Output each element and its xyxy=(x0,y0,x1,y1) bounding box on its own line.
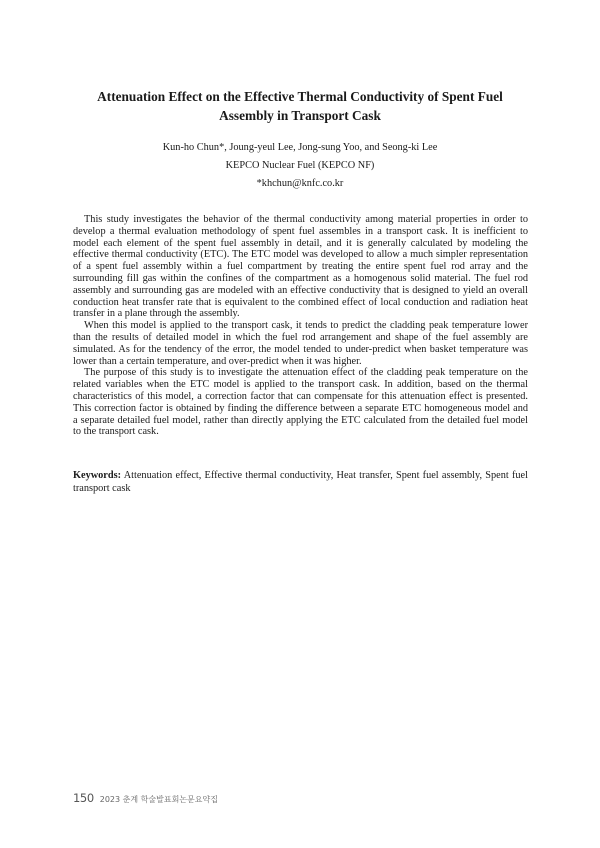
page-footer xyxy=(73,791,218,805)
paper-title: Attenuation Effect on the Effective Thermal Conductivity of Spent Fuel Assembly in Transport Cask xyxy=(97,89,503,123)
keywords-block xyxy=(73,469,528,495)
author-list: Kun-ho Chun*, Joung-yeul Lee, Jong-sung Yoo, and Seong-ki Lee xyxy=(162,142,438,153)
abstract-paragraph-2: When this model is applied to the transport cask, it tends to predict the cladding peak temperature lower than the results of detailed model in which the fuel rod arrangement and shape of the fuel assembly are simulated. As for the tendency of the error, the model tended to under-predict when basket temperature was lower than a certain temperature, and over-predict when it was higher. xyxy=(73,320,528,367)
abstract-body xyxy=(73,214,528,438)
page-number: 150 xyxy=(73,791,94,805)
abstract-paragraph-1: This study investigates the behavior of the thermal conductivity among material properties in order to develop a thermal evaluation methodology of spent fuel assembles in a transport cask. It is inefficient to model each element of the spent fuel assembly in detail, and it is generally calculated by modeling the effective thermal conductivity (ETC). The ETC model was developed to allow a much simpler representation of a spent fuel assembly within a fuel compartment by treating the entire spent fuel rod array and the surrounding fill gas within the confines of the compartment as a homogenous solid material. The fuel rod assembly and surrounding gas are modeled with an effective conductivity that is designed to yield an overall conduction heat transfer rate that is equivalent to the combined effect of local conduction and radiation heat transfer in a plane through the assembly. xyxy=(73,214,528,320)
affiliation: KEPCO Nuclear Fuel (KEPCO NF) xyxy=(225,160,375,171)
publication-name: 2023 춘계 학술발표회논문요약집 xyxy=(99,795,218,804)
keywords-label: Keywords: xyxy=(73,470,122,481)
keywords-text: Attenuation effect, Effective thermal conductivity, Heat transfer, Spent fuel assembly, Spent fuel transport cask xyxy=(73,470,528,494)
contact-email: *khchun@knfc.co.kr xyxy=(256,178,344,189)
abstract-paragraph-3: The purpose of this study is to investigate the attenuation effect of the cladding peak temperature on the related variables when the ETC model is applied to the transport cask. In addition, based on the thermal characteristics of this model, a correction factor that can compensate for this attenuation effect is presented. This correction factor is obtained by finding the difference between a separate ETC homogeneous model and a separate detailed fuel model, rather than directly applying the ETC calculated from the detailed fuel model to the transport cask. xyxy=(73,367,528,438)
